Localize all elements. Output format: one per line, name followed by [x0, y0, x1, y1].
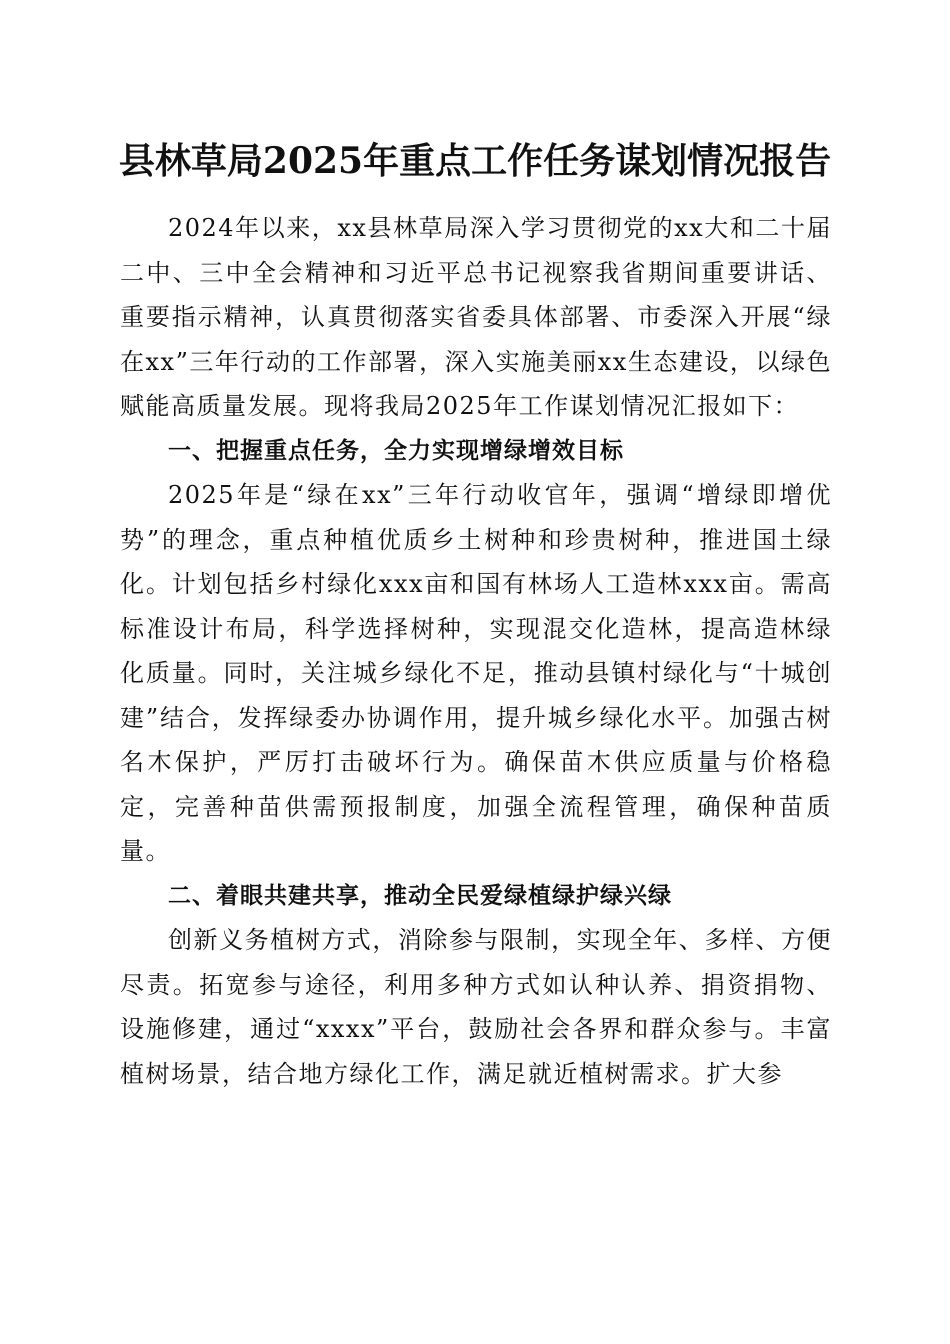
section-body-2: 创新义务植树方式，消除参与限制，实现全年、多样、方便尽责。拓宽参与途径，利用多种方式如认种认养、捐资捐物、设施修建，通过“xxxx”平台，鼓励社会各界和群众参与。丰富植树场景，结合地方绿化工作，满足就近植树需求。扩大参 — [120, 926, 832, 1088]
section-heading-2: 二、着眼共建共享，推动全民爱绿植绿护绿兴绿 — [168, 882, 672, 909]
section-body-1: 2025年是“绿在xx”三年行动收官年，强调“增绿即增优势”的理念，重点种植优质乡土树种和珍贵树种，推进国土绿化。计划包括乡村绿化xxx亩和国有林场人工造林xxx亩。需高标准设计布局，科学选择树种，实现混交化造林，提高造林绿化质量。同时，关注城乡绿化不足，推动县镇村绿化与“十城创建”结合，发挥绿委办协调作用，提升城乡绿化水平。加强古树名木保护，严厉打击破坏行为。确保苗木供应质量与价格稳定，完善种苗供需预报制度，加强全流程管理，确保种苗质量。 — [120, 481, 832, 865]
intro-paragraph: 2024年以来，xx县林草局深入学习贯彻党的xx大和二十届二中、三中全会精神和习近平总书记视察我省期间重要讲话、重要指示精神，认真贯彻落实省委具体部署、市委深入开展“绿在xx”三年行动的工作部署，深入实施美丽xx生态建设，以绿色赋能高质量发展。现将我局2025年工作谋划情况汇报如下： — [120, 214, 832, 420]
section-heading-1: 一、把握重点任务，全力实现增绿增效目标 — [168, 437, 624, 464]
document-title: 县林草局2025年重点工作任务谋划情况报告 — [118, 140, 832, 182]
document-body — [120, 206, 832, 1096]
